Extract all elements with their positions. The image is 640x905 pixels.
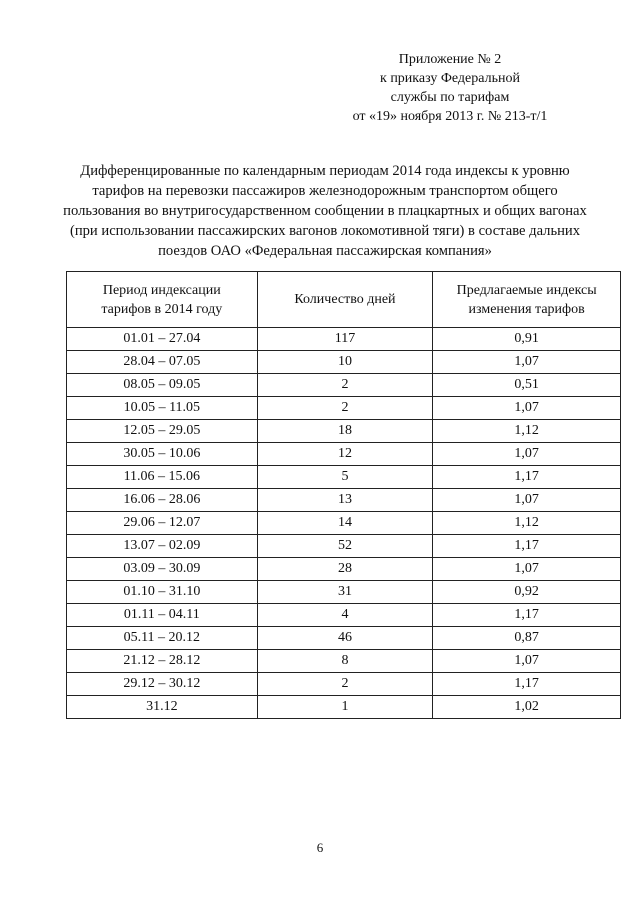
title-line: Дифференцированные по календарным периодам 2014 года индексы к уровню — [80, 163, 570, 179]
cell-index: 1,07 — [433, 351, 621, 374]
cell-period: 12.05 – 29.05 — [67, 420, 258, 443]
cell-index: 1,02 — [433, 696, 621, 719]
cell-period: 29.12 – 30.12 — [67, 673, 258, 696]
cell-period: 05.11 – 20.12 — [67, 627, 258, 650]
cell-index: 1,17 — [433, 604, 621, 627]
cell-period: 01.01 – 27.04 — [67, 328, 258, 351]
table-row — [67, 374, 621, 397]
header-index-line1: Предлагаемые индексы — [456, 282, 597, 298]
table-row — [67, 512, 621, 535]
header-index — [433, 272, 621, 328]
table-row — [67, 489, 621, 512]
table-row — [67, 443, 621, 466]
cell-index: 1,17 — [433, 466, 621, 489]
cell-index: 1,07 — [433, 650, 621, 673]
cell-days: 2 — [257, 397, 433, 420]
title-line: тарифов на перевозки пассажиров железнодорожным транспортом общего — [92, 183, 558, 199]
cell-index: 1,17 — [433, 673, 621, 696]
cell-days: 4 — [257, 604, 433, 627]
table-row — [67, 535, 621, 558]
cell-index: 1,07 — [433, 489, 621, 512]
cell-period: 30.05 – 10.06 — [67, 443, 258, 466]
table-row — [67, 673, 621, 696]
cell-days: 12 — [257, 443, 433, 466]
cell-days: 2 — [257, 673, 433, 696]
table-row — [67, 466, 621, 489]
cell-days: 117 — [257, 328, 433, 351]
cell-index: 0,87 — [433, 627, 621, 650]
cell-days: 28 — [257, 558, 433, 581]
cell-days: 1 — [257, 696, 433, 719]
cell-index: 1,12 — [433, 420, 621, 443]
appendix-line: Приложение № 2 — [398, 52, 502, 67]
cell-index: 1,07 — [433, 558, 621, 581]
cell-period: 16.06 – 28.06 — [67, 489, 258, 512]
title-line: (при использовании пассажирских вагонов локомотивной тяги) в составе дальних — [69, 223, 581, 239]
cell-days: 46 — [257, 627, 433, 650]
cell-period: 13.07 – 02.09 — [67, 535, 258, 558]
cell-period: 01.10 – 31.10 — [67, 581, 258, 604]
cell-days: 14 — [257, 512, 433, 535]
appendix-line: от «19» ноября 2013 г. № 213-т/1 — [352, 109, 548, 124]
cell-period: 29.06 – 12.07 — [67, 512, 258, 535]
cell-period: 31.12 — [67, 696, 258, 719]
header-days: Количество дней — [257, 272, 433, 328]
cell-period: 03.09 – 30.09 — [67, 558, 258, 581]
cell-index: 1,17 — [433, 535, 621, 558]
cell-index: 1,07 — [433, 443, 621, 466]
table-row — [67, 558, 621, 581]
cell-period: 01.11 – 04.11 — [67, 604, 258, 627]
appendix-line: службы по тарифам — [390, 90, 510, 105]
table-row — [67, 581, 621, 604]
cell-days: 13 — [257, 489, 433, 512]
header-index-line2: изменения тарифов — [468, 301, 585, 317]
cell-days: 5 — [257, 466, 433, 489]
cell-index: 0,92 — [433, 581, 621, 604]
appendix-line: к приказу Федеральной — [380, 71, 520, 86]
cell-period: 21.12 – 28.12 — [67, 650, 258, 673]
cell-days: 31 — [257, 581, 433, 604]
cell-index: 0,91 — [433, 328, 621, 351]
table-row — [67, 650, 621, 673]
header-period-line1: Период индексации — [102, 282, 221, 298]
table-body — [67, 328, 621, 719]
cell-days: 2 — [257, 374, 433, 397]
table-row — [67, 351, 621, 374]
cell-period: 11.06 – 15.06 — [67, 466, 258, 489]
cell-period: 08.05 – 09.05 — [67, 374, 258, 397]
tariff-index-table — [66, 271, 621, 719]
table-header-row — [67, 272, 621, 328]
title-line: пользования во внутригосударственном сообщении в плацкартных и общих вагонах — [63, 203, 587, 219]
table-row — [67, 420, 621, 443]
document-title — [60, 161, 590, 261]
table-row — [67, 328, 621, 351]
title-line: поездов ОАО «Федеральная пассажирская компания» — [158, 243, 492, 259]
table-row — [67, 397, 621, 420]
cell-index: 0,51 — [433, 374, 621, 397]
cell-days: 10 — [257, 351, 433, 374]
cell-index: 1,07 — [433, 397, 621, 420]
header-period — [67, 272, 258, 328]
appendix-header — [330, 50, 570, 126]
table-row — [67, 604, 621, 627]
cell-period: 28.04 – 07.05 — [67, 351, 258, 374]
cell-period: 10.05 – 11.05 — [67, 397, 258, 420]
table-row — [67, 627, 621, 650]
table-row — [67, 696, 621, 719]
cell-days: 18 — [257, 420, 433, 443]
cell-index: 1,12 — [433, 512, 621, 535]
cell-days: 8 — [257, 650, 433, 673]
page-number: 6 — [316, 840, 324, 855]
header-period-line2: тарифов в 2014 году — [101, 301, 223, 317]
cell-days: 52 — [257, 535, 433, 558]
